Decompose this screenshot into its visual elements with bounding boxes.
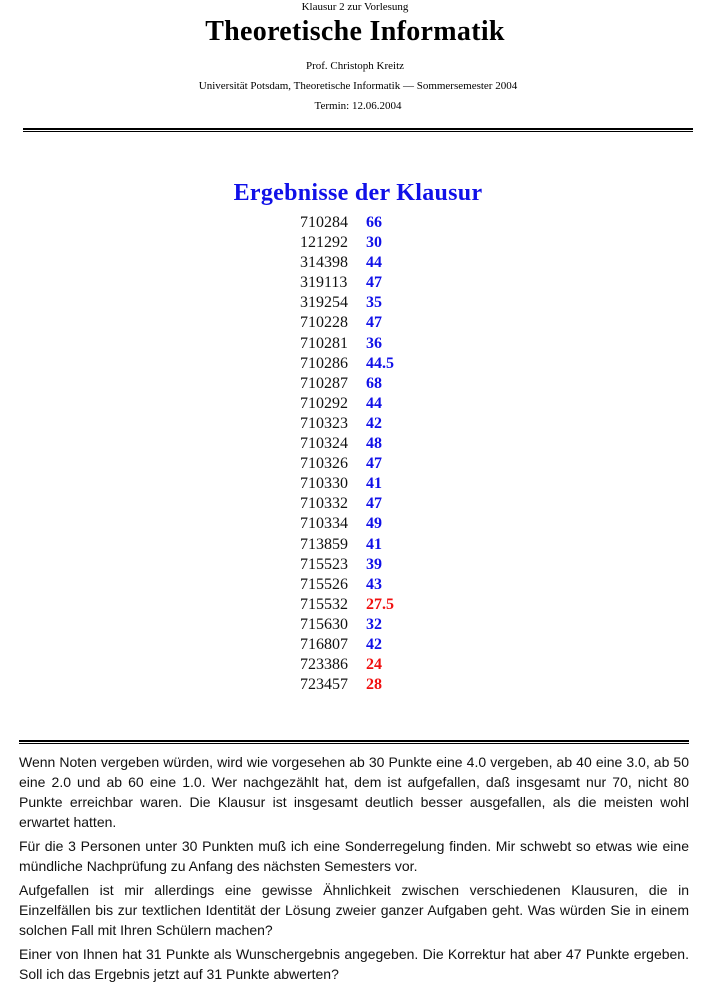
student-id: 710334	[300, 515, 348, 533]
score: 44.5	[366, 354, 394, 372]
student-id: 723386	[300, 656, 348, 674]
score: 44	[366, 254, 382, 272]
student-id: 715526	[300, 575, 348, 593]
student-id: 716807	[300, 635, 348, 653]
result-row	[300, 675, 440, 695]
result-row	[300, 334, 440, 354]
score: 24	[366, 656, 382, 674]
student-id: 715532	[300, 595, 348, 613]
student-id: 710330	[300, 475, 348, 493]
score: 28	[366, 676, 382, 694]
score: 42	[366, 414, 382, 432]
score: 47	[366, 314, 382, 332]
score: 43	[366, 575, 382, 593]
score: 49	[366, 515, 382, 533]
student-id: 710326	[300, 455, 348, 473]
student-id: 319113	[300, 274, 348, 292]
student-id: 710284	[300, 214, 348, 231]
commentary-paragraph: Aufgefallen ist mir allerdings eine gewisse Ähnlichkeit zwischen verschiedenen Klausuren, die in Einzelfällen bis zur textlichen Identität der Lösung zweier ganzer Aufgaben geht. Was würden Sie in einem solchen Fall mit Ihren Schülern machen?	[19, 882, 689, 938]
student-id: 319254	[300, 294, 348, 312]
score: 39	[366, 555, 382, 573]
result-row	[300, 454, 440, 474]
student-id: 710281	[300, 334, 348, 352]
result-row	[300, 313, 440, 333]
result-row	[300, 253, 440, 273]
result-row	[300, 273, 440, 293]
score: 27.5	[366, 595, 394, 613]
score: 41	[366, 535, 382, 553]
result-row	[300, 535, 440, 555]
score: 30	[366, 234, 382, 252]
result-row	[300, 635, 440, 655]
commentary-paragraph: Einer von Ihnen hat 31 Punkte als Wunschergebnis angegeben. Die Korrektur hat aber 47 Punkte ergeben. Soll ich das Ergebnis jetzt auf 31 Punkte abwerten?	[19, 946, 689, 982]
student-id: 710324	[300, 435, 348, 453]
student-id: 710292	[300, 394, 348, 412]
score: 47	[366, 455, 382, 473]
result-row	[300, 293, 440, 313]
student-id: 715630	[300, 615, 348, 633]
result-row	[300, 474, 440, 494]
student-id: 710286	[300, 354, 348, 372]
result-row	[300, 233, 440, 253]
score: 44	[366, 394, 382, 412]
commentary	[19, 752, 689, 988]
score: 36	[366, 334, 382, 352]
result-row	[300, 555, 440, 575]
result-row	[300, 394, 440, 414]
results-divider	[19, 740, 689, 744]
student-id: 710323	[300, 414, 348, 432]
result-row	[300, 354, 440, 374]
result-row	[300, 595, 440, 615]
page-title: Theoretische Informatik	[205, 16, 505, 47]
student-id: 713859	[300, 535, 348, 553]
score: 48	[366, 435, 382, 453]
results-heading: Ergebnisse der Klausur	[233, 180, 483, 206]
header-divider	[23, 128, 693, 132]
student-id: 723457	[300, 676, 348, 694]
score: 47	[366, 274, 382, 292]
course-subtitle: Klausur 2 zur Vorlesung	[301, 1, 409, 13]
student-id: 715523	[300, 555, 348, 573]
result-row	[300, 213, 440, 233]
student-id: 121292	[300, 234, 348, 252]
result-row	[300, 575, 440, 595]
exam-date: Termin: 12.06.2004	[314, 100, 402, 112]
result-row	[300, 374, 440, 394]
score: 35	[366, 294, 382, 312]
results-list	[300, 213, 440, 695]
result-row	[300, 494, 440, 514]
result-row	[300, 514, 440, 534]
score: 66	[366, 214, 382, 231]
commentary-paragraph: Für die 3 Personen unter 30 Punkten muß ich eine Sonderregelung finden. Mir schwebt so etwas wie eine mündliche Nachprüfung zu Anfang des nächsten Semesters vor.	[19, 838, 689, 874]
student-id: 710228	[300, 314, 348, 332]
result-row	[300, 655, 440, 675]
result-row	[300, 615, 440, 635]
author: Prof. Christoph Kreitz	[305, 60, 405, 72]
student-id: 314398	[300, 254, 348, 272]
student-id: 710332	[300, 495, 348, 513]
result-row	[300, 414, 440, 434]
score: 42	[366, 635, 382, 653]
affiliation: Universität Potsdam, Theoretische Informatik — Sommersemester 2004	[198, 80, 518, 92]
score: 68	[366, 374, 382, 392]
score: 32	[366, 615, 382, 633]
result-row	[300, 434, 440, 454]
student-id: 710287	[300, 374, 348, 392]
score: 47	[366, 495, 382, 513]
commentary-paragraph: Wenn Noten vergeben würden, wird wie vorgesehen ab 30 Punkte eine 4.0 vergeben, ab 40 eine 3.0, ab 50 eine 2.0 und ab 60 eine 1.0. Wer nachgezählt hat, dem ist aufgefallen, daß insgesamt nur 70, nicht 80 Punkte erreichbar waren. Die Klausur ist insgesamt deutlich besser ausgefallen, als die meisten wohl erwartet hatten.	[19, 754, 689, 830]
score: 41	[366, 475, 382, 493]
